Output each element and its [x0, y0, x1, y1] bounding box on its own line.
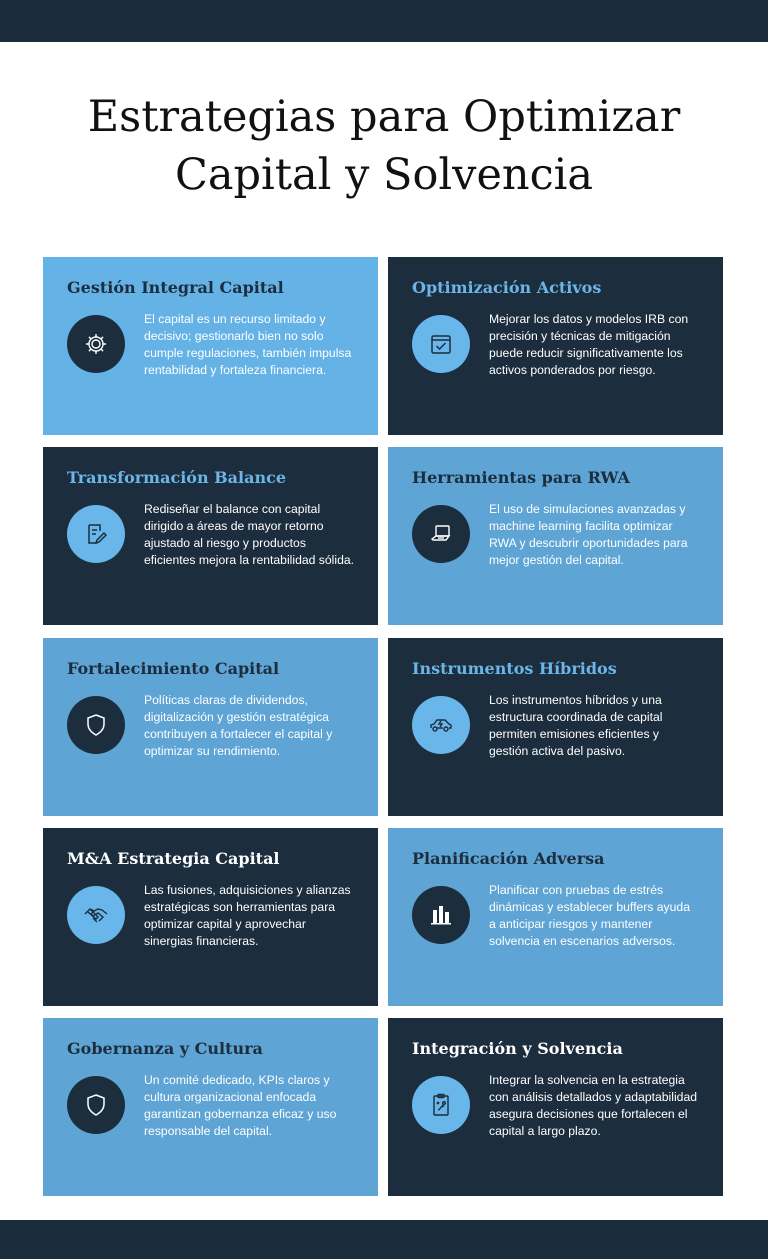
card-text: Mejorar los datos y modelos IRB con precisión y técnicas de mitigación puede reducir significativamente los activos ponderados por riesgo. [489, 312, 689, 377]
card-text: Rediseñar el balance con capital dirigido a áreas de mayor retorno ajustado al riesgo y productos eficientes mejora la rentabilidad sólida. [144, 502, 355, 567]
card-text: El capital es un recurso limitado y decisivo; gestionarlo bien no solo cumple regulaciones, también impulsa rentabilidad y fortaleza financiera. [144, 312, 352, 377]
card-title: Transformación Balance [67, 468, 287, 487]
page-title-line-2: Capital y Solvencia [174, 150, 594, 200]
top-band [0, 0, 768, 42]
card-fortalecimiento-capital [43, 638, 378, 816]
card-title: Instrumentos Híbridos [412, 659, 617, 678]
gear-icon [67, 315, 125, 373]
card-herramientas-rwa [388, 447, 723, 625]
card-transformacion-balance [43, 447, 378, 625]
card-gestion-integral-capital [43, 257, 378, 435]
card-planificacion-adversa [388, 828, 723, 1006]
shield-icon [67, 1076, 125, 1134]
page-title [0, 88, 768, 204]
card-instrumentos-hibridos [388, 638, 723, 816]
handshake-icon [67, 886, 125, 944]
card-title: Gobernanza y Cultura [67, 1039, 263, 1058]
card-title: Gestión Integral Capital [67, 278, 284, 297]
card-title: Integración y Solvencia [412, 1039, 623, 1058]
laptop-icon [412, 505, 470, 563]
card-title: Optimización Activos [412, 278, 602, 297]
card-optimizacion-activos [388, 257, 723, 435]
card-ma-estrategia-capital [43, 828, 378, 1006]
bottom-band [0, 1220, 768, 1259]
card-title: M&A Estrategia Capital [67, 849, 280, 868]
electric-car-icon [412, 696, 470, 754]
card-text: Políticas claras de dividendos, digitalización y gestión estratégica contribuyen a fortalecer el capital y optimizar su rendimiento. [144, 693, 333, 758]
shield-icon [67, 696, 125, 754]
card-text: Un comité dedicado, KPIs claros y cultura organizacional enfocada garantizan gobernanza eficaz y uso responsable del capital. [144, 1073, 337, 1138]
card-text: Las fusiones, adquisiciones y alianzas estratégicas son herramientas para optimizar capital y aprovechar sinergias financieras. [144, 883, 351, 948]
page-title-line-1: Estrategias para Optimizar [87, 92, 681, 142]
edit-icon [67, 505, 125, 563]
card-text: Integrar la solvencia en la estrategia con análisis detallados y adaptabilidad asegura decisiones que fortalecen el capital a largo plazo. [489, 1073, 698, 1138]
clipboard-strategy-icon [412, 1076, 470, 1134]
card-integracion-solvencia [388, 1018, 723, 1196]
card-text: Planificar con pruebas de estrés dinámicas y establecer buffers ayuda a anticipar riesgos y mantener solvencia en escenarios adversos. [489, 883, 690, 948]
card-title: Planificación Adversa [412, 849, 605, 868]
card-text: Los instrumentos híbridos y una estructura coordinada de capital permiten emisiones eficientes y gestión activa del pasivo. [489, 693, 663, 758]
card-title: Herramientas para RWA [412, 468, 630, 487]
card-gobernanza-cultura [43, 1018, 378, 1196]
card-text: El uso de simulaciones avanzadas y machine learning facilita optimizar RWA y descubrir oportunidades para mejor gestión del capital. [489, 502, 688, 567]
card-title: Fortalecimiento Capital [67, 659, 280, 678]
checkbox-icon [412, 315, 470, 373]
bar-chart-icon [412, 886, 470, 944]
